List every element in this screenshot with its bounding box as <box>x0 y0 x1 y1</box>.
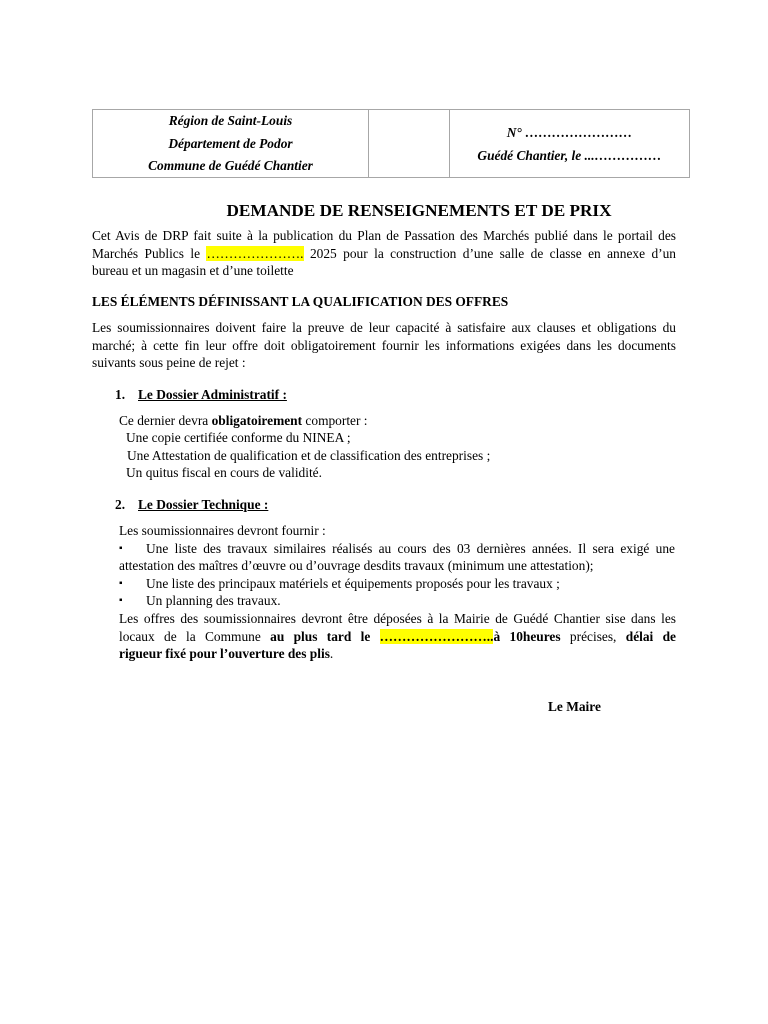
closing-line-2 <box>119 628 676 646</box>
header-right-cell <box>450 110 689 177</box>
intro-date-highlight: …………………. <box>206 245 304 261</box>
admin-item-1: Une copie certifiée conforme du NINEA ; <box>126 430 351 445</box>
qualification-line-1: Les soumissionnaires doivent faire la preuve de leur capacité à satisfaire aux clauses et obligations du <box>92 320 676 335</box>
closing-paragraph <box>119 610 676 663</box>
closing-line-2-mid: précises, <box>560 628 626 644</box>
technique-number: 2. <box>115 497 126 512</box>
technique-intro: Les soumissionnaires devront fournir : <box>119 523 326 538</box>
closing-line-3-end: . <box>329 646 334 662</box>
closing-line-2-text: locaux de la Commune <box>119 628 271 644</box>
qualification-heading: LES ÉLÉMENTS DÉFINISSANT LA QUALIFICATION DES OFFRES <box>92 294 509 309</box>
closing-line-1: Les offres des soumissionnaires devront être déposées à la Mairie de Guédé Chantier sise dans les <box>119 611 676 626</box>
closing-deadline-label: au plus tard le <box>270 628 380 644</box>
header-left-cell <box>93 110 369 177</box>
header-number: N° …………………… <box>506 125 633 140</box>
admin-heading <box>115 387 287 403</box>
bullet-icon: ▪ <box>119 578 123 589</box>
technique-heading <box>115 497 268 513</box>
signature-mayor: Le Maire <box>548 699 601 714</box>
qualification-paragraph <box>92 319 676 372</box>
admin-intro-bold: obligatoirement <box>211 413 303 428</box>
technique-heading-text: Le Dossier Technique : <box>138 497 269 512</box>
bullet-icon: ▪ <box>119 595 123 606</box>
header-middle-cell <box>369 110 450 177</box>
admin-item-2: Une Attestation de qualification et de classification des entreprises ; <box>127 448 491 463</box>
header-table <box>92 109 690 178</box>
intro-line-2-end: 2025 pour la construction d’une salle de classe en annexe d’un <box>303 245 676 261</box>
admin-number: 1. <box>115 387 126 402</box>
closing-line-3 <box>119 645 676 663</box>
admin-intro-text: Ce dernier devra <box>119 413 212 428</box>
header-commune: Commune de Guédé Chantier <box>148 158 313 173</box>
admin-intro-end: comporter : <box>302 413 368 428</box>
admin-intro <box>119 412 368 430</box>
bullet-icon: ▪ <box>119 543 123 554</box>
technique-bullet-1 <box>146 540 675 558</box>
intro-line-3: bureau et un magasin et d’une toilette <box>92 263 294 279</box>
closing-line-3-bold: rigueur fixé pour l’ouverture des plis <box>119 646 330 662</box>
intro-line-1: Cet Avis de DRP fait suite à la publication du Plan de Passation des Marchés publié dans le portail des <box>92 228 676 243</box>
admin-item-3: Un quitus fiscal en cours de validité. <box>126 465 322 480</box>
header-department: Département de Podor <box>168 135 293 151</box>
technique-bullet-2: Une liste des principaux matériels et équipements proposés pour les travaux ; <box>146 576 560 591</box>
closing-deadline-highlight: …………………….. <box>379 628 494 644</box>
document-title: DEMANDE DE RENSEIGNEMENTS ET DE PRIX <box>226 201 612 220</box>
header-region: Région de Saint-Louis <box>168 113 293 128</box>
intro-line-2 <box>92 245 676 263</box>
qualification-line-3: suivants sous peine de rejet : <box>92 355 246 371</box>
intro-line-2-text: Marchés Publics le <box>92 245 207 261</box>
closing-deadline-time: à 10heures <box>493 628 561 644</box>
closing-line-2-end: délai de <box>625 628 677 644</box>
technique-bullet-3: Un planning des travaux. <box>146 593 281 608</box>
technique-bullet-1-line-2: attestation des maîtres d’œuvre ou d’ouvrage desdits travaux (minimum une attestation); <box>119 558 594 573</box>
header-date: Guédé Chantier, le ...…………… <box>477 148 662 163</box>
qualification-line-2: marché; à cette fin leur offre doit obligatoirement fournir les informations exigées dans les documents <box>92 337 676 353</box>
admin-heading-text: Le Dossier Administratif : <box>138 387 287 402</box>
intro-paragraph <box>92 227 676 280</box>
technique-bullet-1-line-1: Une liste des travaux similaires réalisés au cours des 03 dernières années. Il sera exigé une <box>146 541 675 556</box>
